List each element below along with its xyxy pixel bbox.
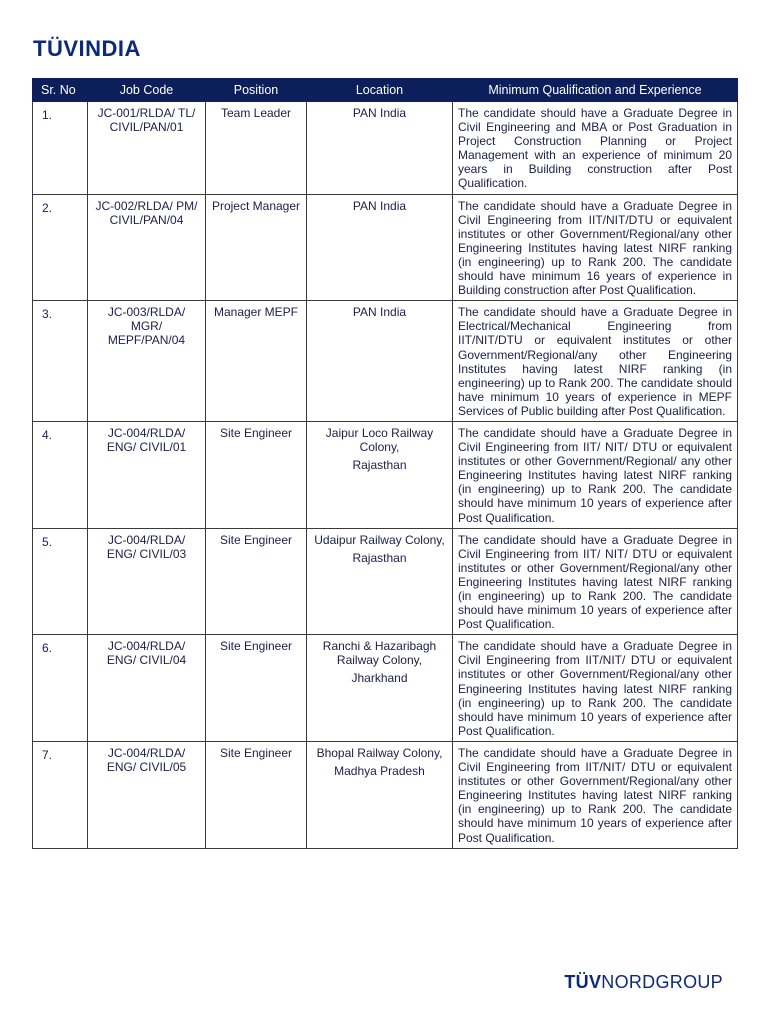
sr-no-text: 6. <box>42 641 53 656</box>
position-cell <box>206 741 307 848</box>
table-row <box>33 421 738 528</box>
location-text: Ranchi & Hazaribagh Railway Colony, <box>322 639 437 668</box>
position-text: Site Engineer <box>219 639 293 654</box>
location-cell <box>307 102 453 195</box>
location-cell <box>307 528 453 635</box>
table-row <box>33 194 738 301</box>
job-code-text: JC-004/RLDA/ ENG/ CIVIL/04 <box>106 639 187 668</box>
job-code-text: JC-003/RLDA/ MGR/ MEPF/PAN/04 <box>107 305 186 348</box>
location-text: Udaipur Railway Colony, <box>314 532 445 547</box>
location-text: PAN India <box>352 198 407 213</box>
location-state-text: Rajasthan <box>352 457 407 472</box>
job-code-cell <box>88 635 206 742</box>
sr-no-cell <box>33 301 88 422</box>
qualification-cell <box>453 102 738 195</box>
position-text: Project Manager <box>211 198 301 213</box>
position-cell <box>206 301 307 422</box>
sr-no-text: 2. <box>42 200 53 215</box>
position-cell <box>206 194 307 301</box>
tuv-india-logo: TÜVINDIA <box>33 36 141 61</box>
table-row <box>33 102 738 195</box>
position-cell <box>206 421 307 528</box>
table-header-row <box>33 79 738 102</box>
qualification-cell <box>453 635 738 742</box>
position-cell <box>206 528 307 635</box>
qualification-cell <box>453 194 738 301</box>
qualification-cell <box>453 741 738 848</box>
job-code-cell <box>88 741 206 848</box>
qualification-text: The candidate should have a Graduate Degree in Civil Engineering and MBA or Post Graduation in Project Construction Planning or Project Management with an experience of minimum 20 years in Building construction after Post Qualification. <box>458 106 732 191</box>
location-state-text: Madhya Pradesh <box>334 763 425 778</box>
job-code-text: JC-004/RLDA/ ENG/ CIVIL/05 <box>106 745 187 774</box>
sr-no-cell <box>33 635 88 742</box>
sr-no-text: 3. <box>42 307 53 322</box>
position-text: Team Leader <box>220 106 292 120</box>
column-header-sr-no: Sr. No <box>33 79 88 102</box>
location-text: PAN India <box>352 106 407 120</box>
sr-no-cell <box>33 741 88 848</box>
location-state-text: Jharkhand <box>351 671 408 686</box>
table-row <box>33 635 738 742</box>
position-text: Manager MEPF <box>213 305 299 320</box>
location-cell <box>307 194 453 301</box>
position-text: Site Engineer <box>219 745 293 760</box>
job-openings-table <box>32 78 738 849</box>
footer-logo-bold: TÜV <box>564 972 602 992</box>
table-row <box>33 301 738 422</box>
location-text: Jaipur Loco Railway Colony, <box>325 425 434 454</box>
location-cell <box>307 635 453 742</box>
qualification-cell <box>453 301 738 422</box>
qualification-text: The candidate should have a Graduate Degree in Electrical/Mechanical Engineering from IIT/NIT/DTU or equivalent institutes or other Government/Regional/any other Engineering Institutes having latest NIRF ranking (in engineering) up to Rank 200. The candidate should have minimum 10 years of experience in MEPF Services of Public building after Post Qualification. <box>458 305 732 418</box>
sr-no-cell <box>33 102 88 195</box>
sr-no-cell <box>33 528 88 635</box>
job-code-cell <box>88 102 206 195</box>
job-code-text: JC-004/RLDA/ ENG/ CIVIL/03 <box>106 532 187 561</box>
position-text: Site Engineer <box>219 532 293 547</box>
sr-no-text: 5. <box>42 534 53 549</box>
location-cell <box>307 741 453 848</box>
location-cell <box>307 301 453 422</box>
column-header-position: Position <box>206 79 307 102</box>
sr-no-cell <box>33 194 88 301</box>
location-cell <box>307 421 453 528</box>
job-code-text: JC-004/RLDA/ ENG/ CIVIL/01 <box>106 425 187 454</box>
tuv-nord-group-logo <box>564 972 723 993</box>
location-text: Bhopal Railway Colony, <box>316 745 443 760</box>
sr-no-text: 1. <box>42 108 53 122</box>
qualification-text: The candidate should have a Graduate Degree in Civil Engineering from IIT/NIT/ DTU or equivalent institutes or other Government/Regional/any other Engineering Institutes having latest NIRF ranking (in engineering) up to Rank 200. The candidate should have minimum 10 years of experience after Post Qualification. <box>458 639 732 738</box>
column-header-location: Location <box>307 79 453 102</box>
sr-no-text: 7. <box>42 747 53 762</box>
qualification-text: The candidate should have a Graduate Degree in Civil Engineering from IIT/NIT/ DTU or equivalent institutes or other Government/Regional/any other Engineering Institutes having latest NIRF ranking (in engineering) up to Rank 200. The candidate should have minimum 10 years of experience after Post Qualification. <box>458 745 732 845</box>
footer-logo-rest: NORDGROUP <box>601 972 723 992</box>
table-row <box>33 741 738 848</box>
position-text: Site Engineer <box>219 425 293 440</box>
job-code-text: JC-001/RLDA/ TL/ CIVIL/PAN/01 <box>97 106 196 134</box>
sr-no-text: 4. <box>42 427 53 442</box>
job-code-cell <box>88 194 206 301</box>
qualification-text: The candidate should have a Graduate Degree in Civil Engineering from IIT/ NIT/ DTU or equivalent institutes or other Government/Regional/ any other Engineering Institutes having latest NIRF ranking (in engineering) up to Rank 200. The candidate should have minimum 10 years of experience after Post Qualification. <box>458 425 732 525</box>
location-state-text: Rajasthan <box>352 550 407 565</box>
position-cell <box>206 102 307 195</box>
job-code-cell <box>88 528 206 635</box>
position-cell <box>206 635 307 742</box>
qualification-text: The candidate should have a Graduate Degree in Civil Engineering from IIT/ NIT/ DTU or equivalent institutes or other Government/Regional/any other Engineering Institutes having latest NIRF ranking (in engineering) up to Rank 200. The candidate should have minimum 10 years of experience after Post Qualification. <box>458 532 732 632</box>
table-row <box>33 528 738 635</box>
column-header-qualification: Minimum Qualification and Experience <box>453 79 738 102</box>
sr-no-cell <box>33 421 88 528</box>
job-code-text: JC-002/RLDA/ PM/ CIVIL/PAN/04 <box>95 198 198 227</box>
qualification-cell <box>453 528 738 635</box>
job-code-cell <box>88 301 206 422</box>
column-header-job-code: Job Code <box>88 79 206 102</box>
job-code-cell <box>88 421 206 528</box>
location-text: PAN India <box>352 305 407 320</box>
qualification-cell <box>453 421 738 528</box>
qualification-text: The candidate should have a Graduate Degree in Civil Engineering from IIT/NIT/DTU or equivalent institutes or other Government/Regional/any other Engineering Institutes having latest NIRF ranking (in engineering) up to Rank 200. The candidate should have minimum 16 years of experience in Building construction after Post Qualification. <box>458 198 732 298</box>
